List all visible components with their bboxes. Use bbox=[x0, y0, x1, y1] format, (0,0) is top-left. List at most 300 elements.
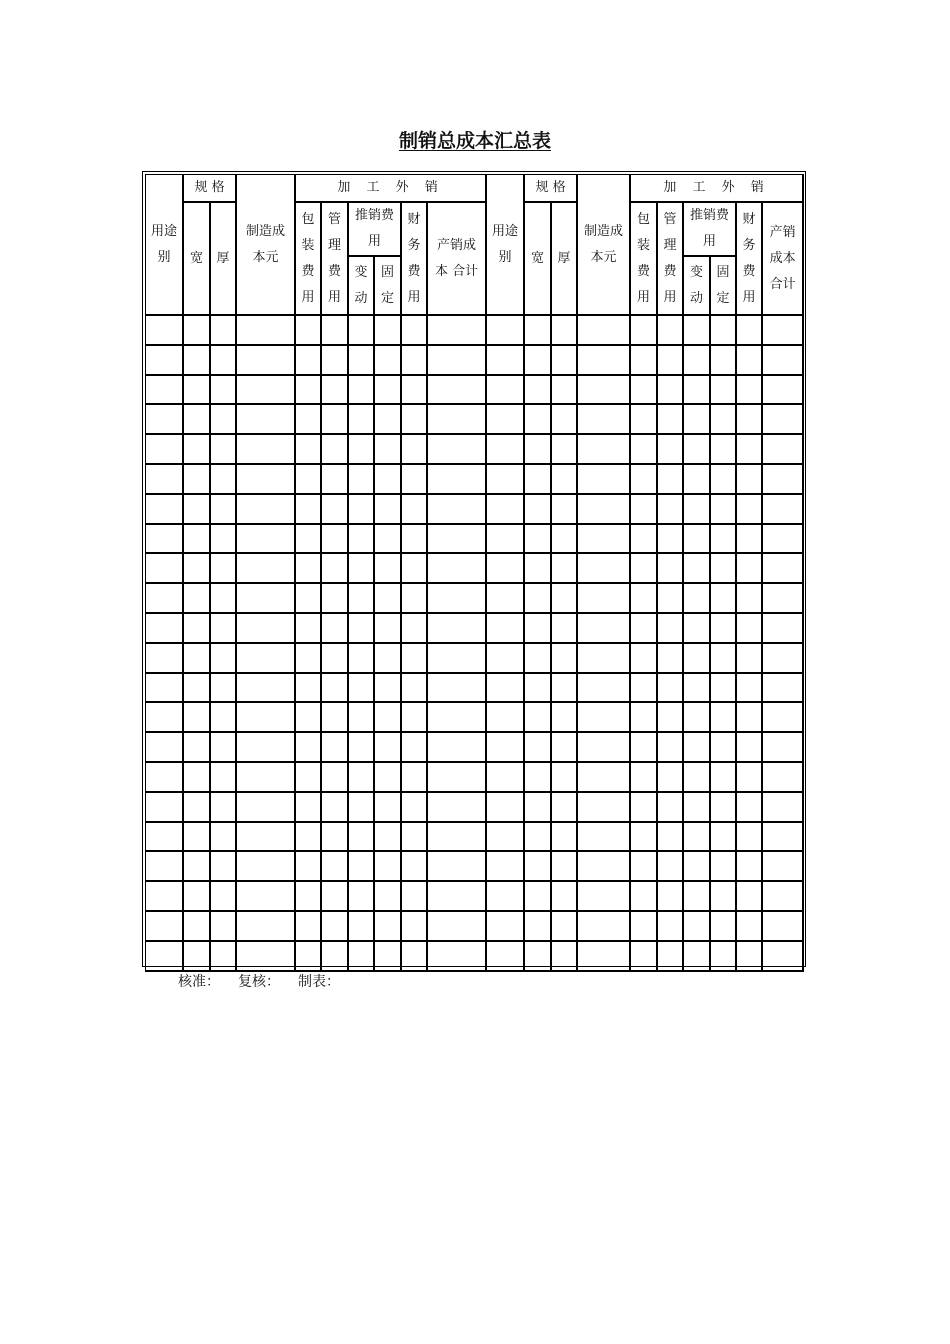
table-cell[interactable] bbox=[184, 942, 211, 972]
table-cell[interactable] bbox=[658, 495, 684, 525]
table-cell[interactable] bbox=[737, 495, 763, 525]
table-cell[interactable] bbox=[763, 912, 804, 942]
table-cell[interactable] bbox=[428, 823, 487, 853]
table-cell[interactable] bbox=[763, 703, 804, 733]
table-cell[interactable] bbox=[211, 882, 237, 912]
table-cell[interactable] bbox=[737, 525, 763, 555]
table-cell[interactable] bbox=[684, 644, 711, 674]
table-cell[interactable] bbox=[737, 435, 763, 465]
table-cell[interactable] bbox=[184, 405, 211, 435]
table-cell[interactable] bbox=[487, 674, 525, 704]
table-cell[interactable] bbox=[578, 435, 631, 465]
table-cell[interactable] bbox=[658, 823, 684, 853]
table-cell[interactable] bbox=[552, 644, 578, 674]
table-cell[interactable] bbox=[402, 435, 428, 465]
table-cell[interactable] bbox=[211, 823, 237, 853]
table-cell[interactable] bbox=[711, 763, 737, 793]
table-cell[interactable] bbox=[711, 852, 737, 882]
table-cell[interactable] bbox=[428, 852, 487, 882]
table-cell[interactable] bbox=[211, 554, 237, 584]
table-cell[interactable] bbox=[237, 674, 296, 704]
table-cell[interactable] bbox=[631, 614, 658, 644]
table-cell[interactable] bbox=[525, 733, 552, 763]
table-cell[interactable] bbox=[375, 823, 402, 853]
table-cell[interactable] bbox=[578, 346, 631, 376]
table-cell[interactable] bbox=[711, 674, 737, 704]
table-cell[interactable] bbox=[552, 733, 578, 763]
table-cell[interactable] bbox=[296, 882, 322, 912]
table-cell[interactable] bbox=[487, 912, 525, 942]
table-cell[interactable] bbox=[237, 495, 296, 525]
table-cell[interactable] bbox=[684, 405, 711, 435]
table-cell[interactable] bbox=[184, 584, 211, 614]
table-cell[interactable] bbox=[737, 584, 763, 614]
table-cell[interactable] bbox=[184, 554, 211, 584]
table-cell[interactable] bbox=[237, 346, 296, 376]
table-cell[interactable] bbox=[402, 644, 428, 674]
table-cell[interactable] bbox=[631, 823, 658, 853]
table-cell[interactable] bbox=[322, 763, 349, 793]
table-cell[interactable] bbox=[487, 346, 525, 376]
table-cell[interactable] bbox=[711, 435, 737, 465]
table-cell[interactable] bbox=[428, 912, 487, 942]
table-cell[interactable] bbox=[237, 763, 296, 793]
table-cell[interactable] bbox=[296, 644, 322, 674]
table-cell[interactable] bbox=[658, 674, 684, 704]
table-cell[interactable] bbox=[296, 525, 322, 555]
table-cell[interactable] bbox=[487, 703, 525, 733]
table-cell[interactable] bbox=[578, 614, 631, 644]
table-cell[interactable] bbox=[631, 495, 658, 525]
table-cell[interactable] bbox=[684, 465, 711, 495]
table-cell[interactable] bbox=[146, 435, 184, 465]
table-cell[interactable] bbox=[552, 703, 578, 733]
table-cell[interactable] bbox=[737, 882, 763, 912]
table-cell[interactable] bbox=[711, 465, 737, 495]
table-cell[interactable] bbox=[578, 405, 631, 435]
table-cell[interactable] bbox=[737, 733, 763, 763]
table-cell[interactable] bbox=[487, 465, 525, 495]
table-cell[interactable] bbox=[211, 465, 237, 495]
table-cell[interactable] bbox=[349, 614, 375, 644]
table-cell[interactable] bbox=[552, 525, 578, 555]
table-cell[interactable] bbox=[322, 405, 349, 435]
table-cell[interactable] bbox=[552, 554, 578, 584]
table-cell[interactable] bbox=[763, 882, 804, 912]
table-cell[interactable] bbox=[737, 346, 763, 376]
table-cell[interactable] bbox=[322, 644, 349, 674]
table-cell[interactable] bbox=[711, 644, 737, 674]
table-cell[interactable] bbox=[684, 584, 711, 614]
table-cell[interactable] bbox=[658, 376, 684, 406]
table-cell[interactable] bbox=[631, 644, 658, 674]
table-cell[interactable] bbox=[684, 525, 711, 555]
table-cell[interactable] bbox=[375, 614, 402, 644]
table-cell[interactable] bbox=[296, 674, 322, 704]
table-cell[interactable] bbox=[211, 942, 237, 972]
table-cell[interactable] bbox=[658, 346, 684, 376]
table-cell[interactable] bbox=[402, 882, 428, 912]
table-cell[interactable] bbox=[428, 674, 487, 704]
table-cell[interactable] bbox=[763, 346, 804, 376]
table-cell[interactable] bbox=[296, 376, 322, 406]
table-cell[interactable] bbox=[375, 703, 402, 733]
table-cell[interactable] bbox=[487, 823, 525, 853]
table-cell[interactable] bbox=[487, 525, 525, 555]
table-cell[interactable] bbox=[296, 435, 322, 465]
table-cell[interactable] bbox=[711, 912, 737, 942]
table-cell[interactable] bbox=[684, 554, 711, 584]
table-cell[interactable] bbox=[211, 733, 237, 763]
table-cell[interactable] bbox=[737, 554, 763, 584]
table-cell[interactable] bbox=[349, 763, 375, 793]
table-cell[interactable] bbox=[631, 674, 658, 704]
table-cell[interactable] bbox=[737, 316, 763, 346]
table-cell[interactable] bbox=[684, 614, 711, 644]
table-cell[interactable] bbox=[631, 316, 658, 346]
table-cell[interactable] bbox=[487, 763, 525, 793]
table-cell[interactable] bbox=[322, 435, 349, 465]
table-cell[interactable] bbox=[763, 614, 804, 644]
table-cell[interactable] bbox=[375, 763, 402, 793]
table-cell[interactable] bbox=[487, 614, 525, 644]
table-cell[interactable] bbox=[211, 703, 237, 733]
table-cell[interactable] bbox=[487, 882, 525, 912]
table-cell[interactable] bbox=[658, 525, 684, 555]
table-cell[interactable] bbox=[184, 435, 211, 465]
table-cell[interactable] bbox=[631, 703, 658, 733]
table-cell[interactable] bbox=[658, 584, 684, 614]
table-cell[interactable] bbox=[211, 435, 237, 465]
table-cell[interactable] bbox=[375, 942, 402, 972]
table-cell[interactable] bbox=[684, 942, 711, 972]
table-cell[interactable] bbox=[184, 733, 211, 763]
table-cell[interactable] bbox=[322, 703, 349, 733]
table-cell[interactable] bbox=[763, 852, 804, 882]
table-cell[interactable] bbox=[375, 584, 402, 614]
table-cell[interactable] bbox=[322, 465, 349, 495]
table-cell[interactable] bbox=[146, 465, 184, 495]
table-cell[interactable] bbox=[631, 584, 658, 614]
table-cell[interactable] bbox=[146, 703, 184, 733]
table-cell[interactable] bbox=[349, 495, 375, 525]
table-cell[interactable] bbox=[211, 852, 237, 882]
table-cell[interactable] bbox=[658, 852, 684, 882]
table-cell[interactable] bbox=[184, 525, 211, 555]
table-cell[interactable] bbox=[763, 376, 804, 406]
table-cell[interactable] bbox=[711, 525, 737, 555]
table-cell[interactable] bbox=[552, 882, 578, 912]
table-cell[interactable] bbox=[296, 554, 322, 584]
table-cell[interactable] bbox=[349, 346, 375, 376]
table-cell[interactable] bbox=[711, 554, 737, 584]
table-cell[interactable] bbox=[684, 316, 711, 346]
table-cell[interactable] bbox=[237, 614, 296, 644]
table-cell[interactable] bbox=[658, 316, 684, 346]
table-cell[interactable] bbox=[237, 942, 296, 972]
table-cell[interactable] bbox=[296, 912, 322, 942]
table-cell[interactable] bbox=[684, 823, 711, 853]
table-cell[interactable] bbox=[211, 912, 237, 942]
table-cell[interactable] bbox=[322, 554, 349, 584]
table-cell[interactable] bbox=[552, 763, 578, 793]
table-cell[interactable] bbox=[552, 793, 578, 823]
table-cell[interactable] bbox=[763, 942, 804, 972]
table-cell[interactable] bbox=[763, 644, 804, 674]
table-cell[interactable] bbox=[428, 346, 487, 376]
table-cell[interactable] bbox=[322, 793, 349, 823]
table-cell[interactable] bbox=[525, 644, 552, 674]
table-cell[interactable] bbox=[375, 733, 402, 763]
table-cell[interactable] bbox=[525, 525, 552, 555]
table-cell[interactable] bbox=[737, 852, 763, 882]
table-cell[interactable] bbox=[763, 465, 804, 495]
table-cell[interactable] bbox=[146, 614, 184, 644]
table-cell[interactable] bbox=[402, 823, 428, 853]
table-cell[interactable] bbox=[578, 316, 631, 346]
table-cell[interactable] bbox=[578, 376, 631, 406]
table-cell[interactable] bbox=[402, 733, 428, 763]
table-cell[interactable] bbox=[525, 703, 552, 733]
table-cell[interactable] bbox=[684, 495, 711, 525]
table-cell[interactable] bbox=[525, 584, 552, 614]
table-cell[interactable] bbox=[146, 793, 184, 823]
table-cell[interactable] bbox=[737, 703, 763, 733]
table-cell[interactable] bbox=[711, 703, 737, 733]
table-cell[interactable] bbox=[211, 525, 237, 555]
table-cell[interactable] bbox=[763, 495, 804, 525]
table-cell[interactable] bbox=[296, 405, 322, 435]
table-cell[interactable] bbox=[487, 852, 525, 882]
table-cell[interactable] bbox=[711, 614, 737, 644]
table-cell[interactable] bbox=[296, 823, 322, 853]
table-cell[interactable] bbox=[684, 674, 711, 704]
table-cell[interactable] bbox=[428, 733, 487, 763]
table-cell[interactable] bbox=[578, 882, 631, 912]
table-cell[interactable] bbox=[658, 554, 684, 584]
table-cell[interactable] bbox=[578, 823, 631, 853]
table-cell[interactable] bbox=[296, 793, 322, 823]
table-cell[interactable] bbox=[428, 882, 487, 912]
table-cell[interactable] bbox=[349, 435, 375, 465]
table-cell[interactable] bbox=[296, 614, 322, 644]
table-cell[interactable] bbox=[631, 376, 658, 406]
table-cell[interactable] bbox=[737, 823, 763, 853]
table-cell[interactable] bbox=[402, 614, 428, 644]
table-cell[interactable] bbox=[631, 525, 658, 555]
table-cell[interactable] bbox=[737, 674, 763, 704]
table-cell[interactable] bbox=[525, 912, 552, 942]
table-cell[interactable] bbox=[237, 316, 296, 346]
table-cell[interactable] bbox=[296, 763, 322, 793]
table-cell[interactable] bbox=[402, 316, 428, 346]
table-cell[interactable] bbox=[763, 823, 804, 853]
table-cell[interactable] bbox=[684, 346, 711, 376]
table-cell[interactable] bbox=[578, 733, 631, 763]
table-cell[interactable] bbox=[525, 316, 552, 346]
table-cell[interactable] bbox=[487, 644, 525, 674]
table-cell[interactable] bbox=[658, 435, 684, 465]
table-cell[interactable] bbox=[237, 465, 296, 495]
table-cell[interactable] bbox=[375, 644, 402, 674]
table-cell[interactable] bbox=[296, 495, 322, 525]
table-cell[interactable] bbox=[737, 942, 763, 972]
table-cell[interactable] bbox=[237, 733, 296, 763]
table-cell[interactable] bbox=[658, 942, 684, 972]
table-cell[interactable] bbox=[487, 554, 525, 584]
table-cell[interactable] bbox=[552, 376, 578, 406]
table-cell[interactable] bbox=[525, 852, 552, 882]
table-cell[interactable] bbox=[658, 614, 684, 644]
table-cell[interactable] bbox=[237, 703, 296, 733]
table-cell[interactable] bbox=[428, 942, 487, 972]
table-cell[interactable] bbox=[322, 525, 349, 555]
table-cell[interactable] bbox=[146, 495, 184, 525]
table-cell[interactable] bbox=[146, 376, 184, 406]
table-cell[interactable] bbox=[146, 733, 184, 763]
table-cell[interactable] bbox=[763, 525, 804, 555]
table-cell[interactable] bbox=[631, 435, 658, 465]
table-cell[interactable] bbox=[631, 852, 658, 882]
table-cell[interactable] bbox=[322, 852, 349, 882]
table-cell[interactable] bbox=[184, 763, 211, 793]
table-cell[interactable] bbox=[349, 644, 375, 674]
table-cell[interactable] bbox=[525, 823, 552, 853]
table-cell[interactable] bbox=[349, 823, 375, 853]
table-cell[interactable] bbox=[375, 912, 402, 942]
table-cell[interactable] bbox=[146, 674, 184, 704]
table-cell[interactable] bbox=[658, 763, 684, 793]
table-cell[interactable] bbox=[211, 584, 237, 614]
table-cell[interactable] bbox=[711, 882, 737, 912]
table-cell[interactable] bbox=[211, 763, 237, 793]
table-cell[interactable] bbox=[211, 495, 237, 525]
table-cell[interactable] bbox=[487, 316, 525, 346]
table-cell[interactable] bbox=[631, 554, 658, 584]
table-cell[interactable] bbox=[349, 912, 375, 942]
table-cell[interactable] bbox=[525, 495, 552, 525]
table-cell[interactable] bbox=[322, 614, 349, 644]
table-cell[interactable] bbox=[237, 525, 296, 555]
table-cell[interactable] bbox=[578, 763, 631, 793]
table-cell[interactable] bbox=[552, 435, 578, 465]
table-cell[interactable] bbox=[375, 852, 402, 882]
table-cell[interactable] bbox=[552, 823, 578, 853]
table-cell[interactable] bbox=[428, 584, 487, 614]
table-cell[interactable] bbox=[184, 495, 211, 525]
table-cell[interactable] bbox=[658, 405, 684, 435]
table-cell[interactable] bbox=[402, 465, 428, 495]
table-cell[interactable] bbox=[375, 525, 402, 555]
table-cell[interactable] bbox=[322, 495, 349, 525]
table-cell[interactable] bbox=[658, 793, 684, 823]
table-cell[interactable] bbox=[763, 435, 804, 465]
table-cell[interactable] bbox=[763, 763, 804, 793]
table-cell[interactable] bbox=[211, 614, 237, 644]
table-cell[interactable] bbox=[711, 733, 737, 763]
table-cell[interactable] bbox=[711, 942, 737, 972]
table-cell[interactable] bbox=[525, 465, 552, 495]
table-cell[interactable] bbox=[737, 912, 763, 942]
table-cell[interactable] bbox=[211, 793, 237, 823]
table-cell[interactable] bbox=[631, 465, 658, 495]
table-cell[interactable] bbox=[578, 644, 631, 674]
table-cell[interactable] bbox=[487, 733, 525, 763]
table-cell[interactable] bbox=[146, 823, 184, 853]
table-cell[interactable] bbox=[146, 346, 184, 376]
table-cell[interactable] bbox=[578, 554, 631, 584]
table-cell[interactable] bbox=[349, 674, 375, 704]
table-cell[interactable] bbox=[578, 793, 631, 823]
table-cell[interactable] bbox=[237, 793, 296, 823]
table-cell[interactable] bbox=[631, 733, 658, 763]
table-cell[interactable] bbox=[428, 376, 487, 406]
table-cell[interactable] bbox=[146, 525, 184, 555]
table-cell[interactable] bbox=[349, 554, 375, 584]
table-cell[interactable] bbox=[146, 942, 184, 972]
table-cell[interactable] bbox=[402, 376, 428, 406]
table-cell[interactable] bbox=[711, 793, 737, 823]
table-cell[interactable] bbox=[711, 405, 737, 435]
table-cell[interactable] bbox=[552, 674, 578, 704]
table-cell[interactable] bbox=[375, 376, 402, 406]
table-cell[interactable] bbox=[631, 763, 658, 793]
table-cell[interactable] bbox=[211, 316, 237, 346]
table-cell[interactable] bbox=[184, 823, 211, 853]
table-cell[interactable] bbox=[146, 763, 184, 793]
table-cell[interactable] bbox=[211, 674, 237, 704]
table-cell[interactable] bbox=[525, 554, 552, 584]
table-cell[interactable] bbox=[631, 346, 658, 376]
table-cell[interactable] bbox=[631, 942, 658, 972]
table-cell[interactable] bbox=[684, 912, 711, 942]
table-cell[interactable] bbox=[402, 852, 428, 882]
table-cell[interactable] bbox=[737, 614, 763, 644]
table-cell[interactable] bbox=[658, 733, 684, 763]
table-cell[interactable] bbox=[428, 316, 487, 346]
table-cell[interactable] bbox=[487, 435, 525, 465]
table-cell[interactable] bbox=[525, 942, 552, 972]
table-cell[interactable] bbox=[552, 852, 578, 882]
table-cell[interactable] bbox=[375, 495, 402, 525]
table-cell[interactable] bbox=[525, 376, 552, 406]
table-cell[interactable] bbox=[737, 763, 763, 793]
table-cell[interactable] bbox=[349, 405, 375, 435]
table-cell[interactable] bbox=[487, 376, 525, 406]
table-cell[interactable] bbox=[375, 435, 402, 465]
table-cell[interactable] bbox=[763, 793, 804, 823]
table-cell[interactable] bbox=[237, 852, 296, 882]
table-cell[interactable] bbox=[146, 584, 184, 614]
table-cell[interactable] bbox=[402, 942, 428, 972]
table-cell[interactable] bbox=[763, 405, 804, 435]
table-cell[interactable] bbox=[552, 495, 578, 525]
table-cell[interactable] bbox=[349, 882, 375, 912]
table-cell[interactable] bbox=[322, 733, 349, 763]
table-cell[interactable] bbox=[763, 316, 804, 346]
table-cell[interactable] bbox=[402, 763, 428, 793]
table-cell[interactable] bbox=[146, 316, 184, 346]
table-cell[interactable] bbox=[375, 405, 402, 435]
table-cell[interactable] bbox=[658, 644, 684, 674]
table-cell[interactable] bbox=[146, 852, 184, 882]
table-cell[interactable] bbox=[684, 376, 711, 406]
table-cell[interactable] bbox=[184, 644, 211, 674]
table-cell[interactable] bbox=[402, 525, 428, 555]
table-cell[interactable] bbox=[322, 942, 349, 972]
table-cell[interactable] bbox=[296, 852, 322, 882]
table-cell[interactable] bbox=[146, 405, 184, 435]
